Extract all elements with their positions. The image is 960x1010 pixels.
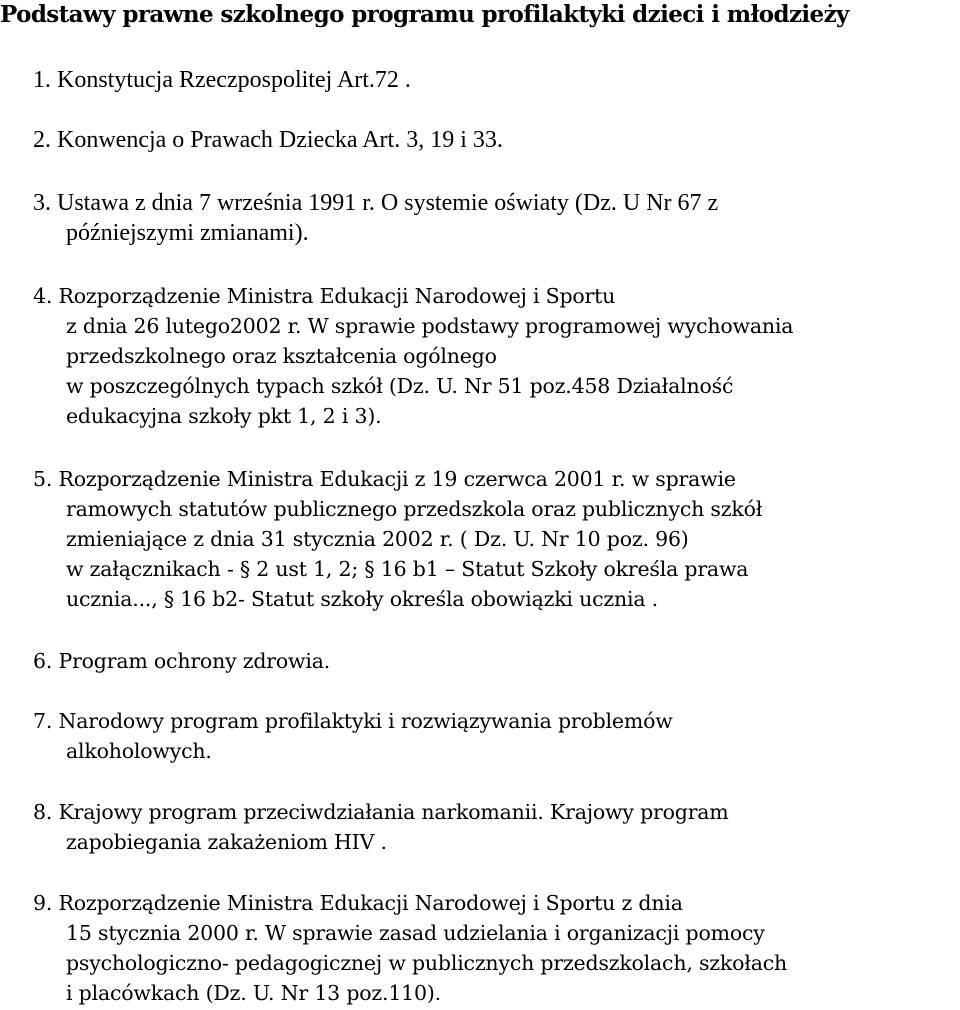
list-item-line: zmieniające z dnia 31 stycznia 2002 r. ( Dz. U. Nr 10 poz. 96) [66,527,689,551]
list-item-9 [33,888,787,1008]
list-item-line: w załącznikach - § 2 ust 1, 2; § 16 b1 – Statut Szkoły określa prawa [66,557,749,581]
list-item-line: 2. Konwencja o Prawach Dziecka Art. 3, 19 i 33. [33,127,503,153]
list-item-line: w poszczególnych typach szkół (Dz. U. Nr 51 poz.458 Działalność [66,374,734,398]
list-item-line: i placówkach (Dz. U. Nr 13 poz.110). [66,981,441,1005]
list-item-6 [33,646,330,676]
list-item-line: późniejszymi zmianami). [66,220,309,246]
list-item-4 [33,281,793,431]
list-item-line: 3. Ustawa z dnia 7 września 1991 r. O systemie oświaty (Dz. U Nr 67 z [33,190,719,216]
list-item-line: ucznia..., § 16 b2- Statut szkoły określa obowiązki ucznia . [66,587,658,611]
list-item-line: z dnia 26 lutego2002 r. W sprawie podstawy programowej wychowania [66,314,794,338]
list-item-line: 4. Rozporządzenie Ministra Edukacji Narodowej i Sportu [33,284,616,308]
list-item-line: zapobiegania zakażeniom HIV . [66,830,387,854]
list-item-7 [33,706,673,766]
list-item-2 [33,125,503,155]
document-title: Podstawy prawne szkolnego programu profilaktyki dzieci i młodzieży [0,1,849,28]
list-item-line: psychologiczno- pedagogicznej w publicznych przedszkolach, szkołach [66,951,788,975]
list-item-line: 15 stycznia 2000 r. W sprawie zasad udzielania i organizacji pomocy [66,921,765,945]
list-item-line: 8. Krajowy program przeciwdziałania narkomanii. Krajowy program [33,800,729,824]
list-item-3 [33,188,718,248]
list-item-1 [33,65,411,95]
list-item-line: 1. Konstytucja Rzeczpospolitej Art.72 . [33,67,411,93]
list-item-line: 9. Rozporządzenie Ministra Edukacji Narodowej i Sportu z dnia [33,891,683,915]
list-item-5 [33,464,762,614]
list-item-line: 7. Narodowy program profilaktyki i rozwiązywania problemów [33,709,673,733]
list-item-line: 6. Program ochrony zdrowia. [33,649,331,673]
list-item-8 [33,797,729,857]
list-item-line: alkoholowych. [66,739,212,763]
list-item-line: przedszkolnego oraz kształcenia ogólnego [66,344,497,368]
list-item-line: ramowych statutów publicznego przedszkola oraz publicznych szkół [66,497,763,521]
list-item-line: edukacyjna szkoły pkt 1, 2 i 3). [66,404,382,428]
list-item-line: 5. Rozporządzenie Ministra Edukacji z 19 czerwca 2001 r. w sprawie [33,467,736,491]
